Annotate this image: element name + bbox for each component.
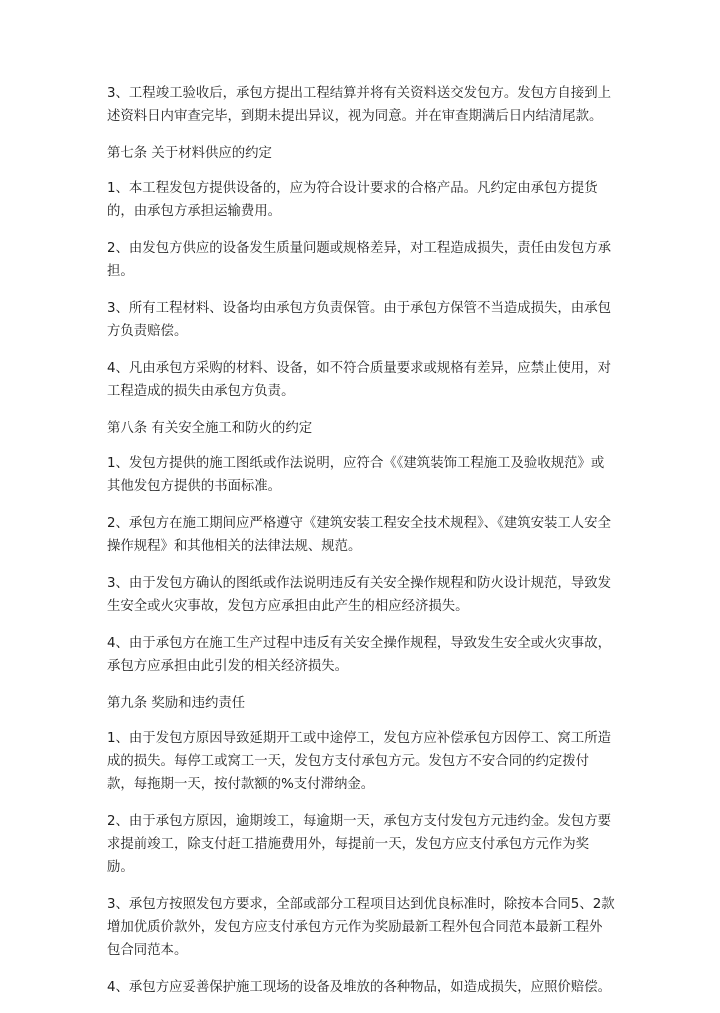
paragraph: 1、由于发包方原因导致延期开工或中途停工，发包方应补偿承包方因停工、窝工所造成的损失。每停工或窝工一天，发包方支付承包方元。发包方不安合同的约定拨付款，每拖期一天，按付款额的%支付滞纳金。: [107, 731, 611, 792]
paragraph: 3、承包方按照发包方要求，全部或部分工程项目达到优良标准时，除按本合同5、2款增加优质价款外，发包方应支付承包方元作为奖励最新工程外包合同范本最新工程外包合同范本。: [107, 897, 615, 958]
section-heading: 第八条 有关安全施工和防火的约定: [107, 421, 313, 436]
paragraph: 4、由于承包方在施工生产过程中违反有关安全操作规程，导致发生安全或火灾事故，承包方应承担由此引发的相关经济损失。: [107, 636, 611, 674]
paragraph: 4、凡由承包方采购的材料、设备，如不符合质量要求或规格有差异，应禁止使用，对工程造成的损失由承包方负责。: [107, 361, 611, 399]
paragraph: 2、由于承包方原因，逾期竣工，每逾期一天，承包方支付发包方元违约金。发包方要求提前竣工，除支付赶工措施费用外，每提前一天，发包方应支付承包方元作为奖励。: [107, 814, 611, 875]
paragraph: 3、由于发包方确认的图纸或作法说明违反有关安全操作规程和防火设计规范，导致发生安全或火灾事故，发包方应承担由此产生的相应经济损失。: [107, 576, 611, 614]
paragraph: 3、所有工程材料、设备均由承包方负责保管。由于承包方保管不当造成损失，由承包方负责赔偿。: [107, 301, 611, 339]
paragraph: 2、由发包方供应的设备发生质量问题或规格差异，对工程造成损失，责任由发包方承担。: [107, 241, 611, 279]
paragraph: 4、承包方应妥善保护施工现场的设备及堆放的各种物品，如造成损失，应照价赔偿。: [107, 980, 611, 995]
paragraph: 2、承包方在施工期间应严格遵守《建筑安装工程安全技术规程》、《建筑安装工人安全操作规程》和其他相关的法律法规、规范。: [107, 516, 611, 554]
paragraph: 3、工程竣工验收后，承包方提出工程结算并将有关资料送交发包方。发包方自接到上述资料日内审查完毕，到期未提出异议，视为同意。并在审查期满后日内结清尾款。: [107, 86, 611, 124]
document-body: [107, 82, 615, 1013]
paragraph: 1、发包方提供的施工图纸或作法说明，应符合《《建筑装饰工程施工及验收规范》或其他发包方提供的书面标准。: [107, 456, 605, 494]
section-heading: 第七条 关于材料供应的约定: [107, 146, 272, 161]
section-heading: 第九条 奖励和违约责任: [107, 696, 246, 711]
paragraph: 1、本工程发包方提供设备的，应为符合设计要求的合格产品。凡约定由承包方提货的，由承包方承担运输费用。: [107, 181, 598, 219]
